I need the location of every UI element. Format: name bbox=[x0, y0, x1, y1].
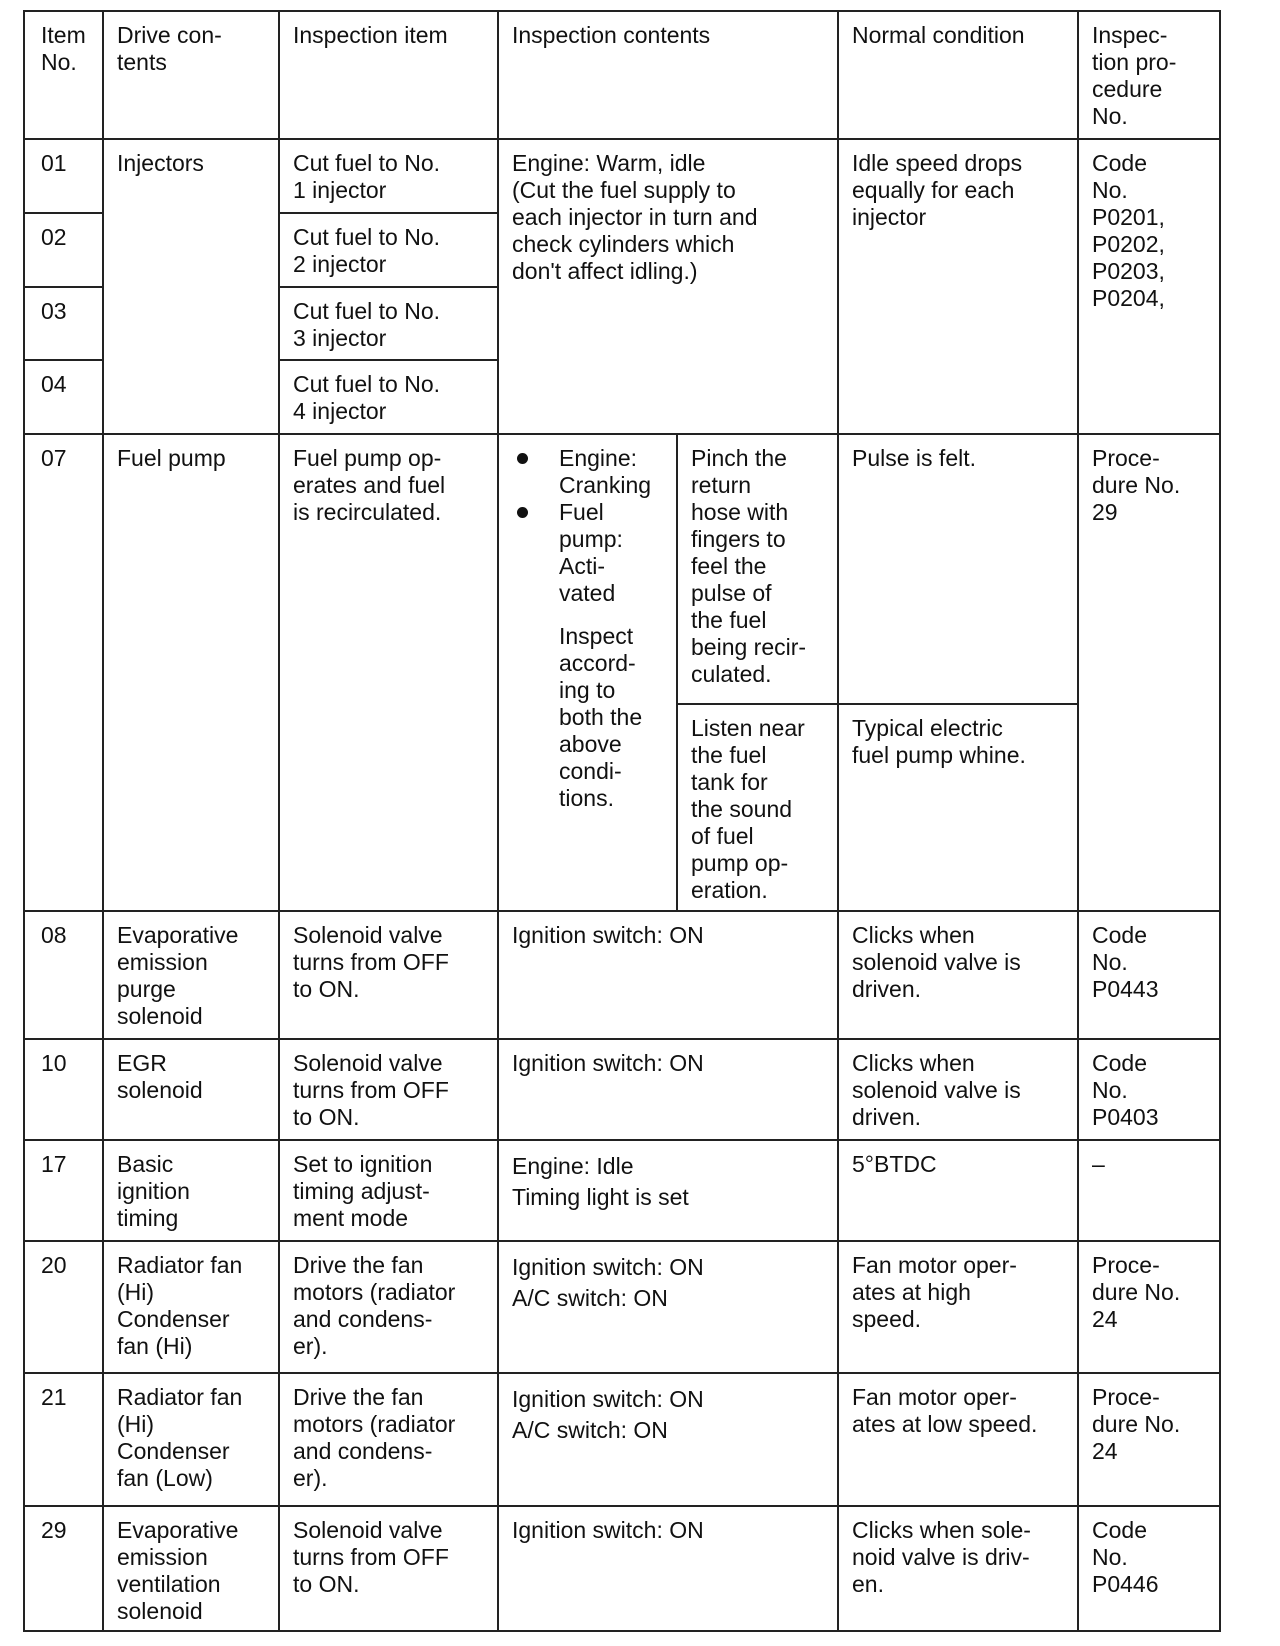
condition-text: Fuel pump: Acti- vated bbox=[559, 499, 623, 607]
table-row bbox=[24, 434, 1220, 704]
item-number: 29 bbox=[24, 1506, 103, 1631]
procedure-no: Code No. P0446 bbox=[1078, 1506, 1220, 1631]
inspection-check: Listen near the fuel tank for the sound of fuel pump op- eration. bbox=[677, 704, 838, 911]
inspection-item: Set to ignition timing adjust- ment mode bbox=[279, 1140, 498, 1241]
inspection-item: Solenoid valve turns from OFF to ON. bbox=[279, 911, 498, 1039]
procedure-no: Code No. P0201, P0202, P0203, P0204, bbox=[1078, 139, 1220, 434]
header-normal-condition: Normal condition bbox=[838, 11, 1078, 139]
header-inspection-item: Inspection item bbox=[279, 11, 498, 139]
inspection-contents: Ignition switch: ON bbox=[498, 1039, 838, 1140]
normal-condition: Clicks when sole- noid valve is driv- en. bbox=[838, 1506, 1078, 1631]
inspection-item: Cut fuel to No. 4 injector bbox=[279, 360, 498, 434]
procedure-no: Proce- dure No. 24 bbox=[1078, 1373, 1220, 1505]
actuator-test-table bbox=[23, 10, 1221, 1632]
inspection-contents: Ignition switch: ON A/C switch: ON bbox=[498, 1373, 838, 1505]
inspection-contents-note: (Cut the fuel supply to each injector in turn and check cylinders which don't affect idling.) bbox=[512, 177, 758, 285]
item-number: 04 bbox=[24, 360, 103, 434]
header-procedure-no: Inspec- tion pro- cedure No. bbox=[1078, 11, 1220, 139]
condition-text: Engine: Cranking bbox=[559, 445, 652, 499]
condition-note: Inspect accord- ing to both the above condi- tions. bbox=[559, 623, 643, 812]
inspection-contents: Engine: Idle Timing light is set bbox=[498, 1140, 838, 1241]
table-row bbox=[24, 139, 1220, 213]
bullet-dot bbox=[517, 507, 528, 518]
inspection-item: Solenoid valve turns from OFF to ON. bbox=[279, 1506, 498, 1631]
procedure-no: Code No. P0403 bbox=[1078, 1039, 1220, 1140]
procedure-no: – bbox=[1078, 1140, 1220, 1241]
item-number: 21 bbox=[24, 1373, 103, 1505]
inspection-item: Cut fuel to No. 2 injector bbox=[279, 213, 498, 287]
inspection-contents: Ignition switch: ON A/C switch: ON bbox=[498, 1241, 838, 1373]
normal-condition: Fan motor oper- ates at low speed. bbox=[838, 1373, 1078, 1505]
table-row bbox=[24, 1140, 1220, 1241]
procedure-no: Proce- dure No. 24 bbox=[1078, 1241, 1220, 1373]
bullet-dot bbox=[517, 453, 528, 464]
inspection-contents: Ignition switch: ON bbox=[498, 1506, 838, 1631]
inspection-contents: Ignition switch: ON bbox=[498, 911, 838, 1039]
inspection-item: Cut fuel to No. 1 injector bbox=[279, 139, 498, 213]
header-row bbox=[24, 11, 1220, 139]
condition-bullet bbox=[512, 445, 664, 499]
item-number: 08 bbox=[24, 911, 103, 1039]
item-number: 02 bbox=[24, 213, 103, 287]
drive-contents: Radiator fan (Hi) Condenser fan (Low) bbox=[103, 1373, 279, 1505]
header-drive-contents: Drive con- tents bbox=[103, 11, 279, 139]
drive-contents: Evaporative emission purge solenoid bbox=[103, 911, 279, 1039]
table-row bbox=[24, 1506, 1220, 1631]
inspection-item: Cut fuel to No. 3 injector bbox=[279, 287, 498, 361]
item-number: 10 bbox=[24, 1039, 103, 1140]
table-row bbox=[24, 1373, 1220, 1505]
item-number: 03 bbox=[24, 287, 103, 361]
normal-condition: Clicks when solenoid valve is driven. bbox=[838, 1039, 1078, 1140]
header-item-no: Item No. bbox=[24, 11, 103, 139]
normal-condition: Idle speed drops equally for each injector bbox=[838, 139, 1078, 434]
table-row bbox=[24, 1039, 1220, 1140]
procedure-no: Code No. P0443 bbox=[1078, 911, 1220, 1039]
normal-condition: Pulse is felt. bbox=[838, 434, 1078, 704]
procedure-no: Proce- dure No. 29 bbox=[1078, 434, 1220, 911]
normal-condition: Clicks when solenoid valve is driven. bbox=[838, 911, 1078, 1039]
inspection-item: Drive the fan motors (radiator and condens- er). bbox=[279, 1241, 498, 1373]
normal-condition: Fan motor oper- ates at high speed. bbox=[838, 1241, 1078, 1373]
inspection-item: Drive the fan motors (radiator and condens- er). bbox=[279, 1373, 498, 1505]
table-row bbox=[24, 911, 1220, 1039]
inspection-contents bbox=[498, 139, 838, 434]
inspection-item: Fuel pump op- erates and fuel is recirculated. bbox=[279, 434, 498, 911]
drive-contents: Basic ignition timing bbox=[103, 1140, 279, 1241]
inspection-check: Pinch the return hose with fingers to feel the pulse of the fuel being recir- culated. bbox=[677, 434, 838, 704]
item-number: 01 bbox=[24, 139, 103, 213]
inspection-conditions bbox=[498, 434, 677, 911]
drive-contents: Evaporative emission ventilation solenoid bbox=[103, 1506, 279, 1631]
item-number: 17 bbox=[24, 1140, 103, 1241]
drive-contents: EGR solenoid bbox=[103, 1039, 279, 1140]
drive-contents: Radiator fan (Hi) Condenser fan (Hi) bbox=[103, 1241, 279, 1373]
table-row bbox=[24, 1241, 1220, 1373]
item-number: 20 bbox=[24, 1241, 103, 1373]
normal-condition: 5°BTDC bbox=[838, 1140, 1078, 1241]
inspection-item: Solenoid valve turns from OFF to ON. bbox=[279, 1039, 498, 1140]
drive-contents: Fuel pump bbox=[103, 434, 279, 911]
drive-contents: Injectors bbox=[103, 139, 279, 434]
normal-condition: Typical electric fuel pump whine. bbox=[838, 704, 1078, 911]
condition-bullet bbox=[512, 499, 664, 607]
item-number: 07 bbox=[24, 434, 103, 911]
header-inspection-contents: Inspection contents bbox=[498, 11, 838, 139]
inspection-contents-line: Engine: Warm, idle bbox=[512, 150, 706, 177]
